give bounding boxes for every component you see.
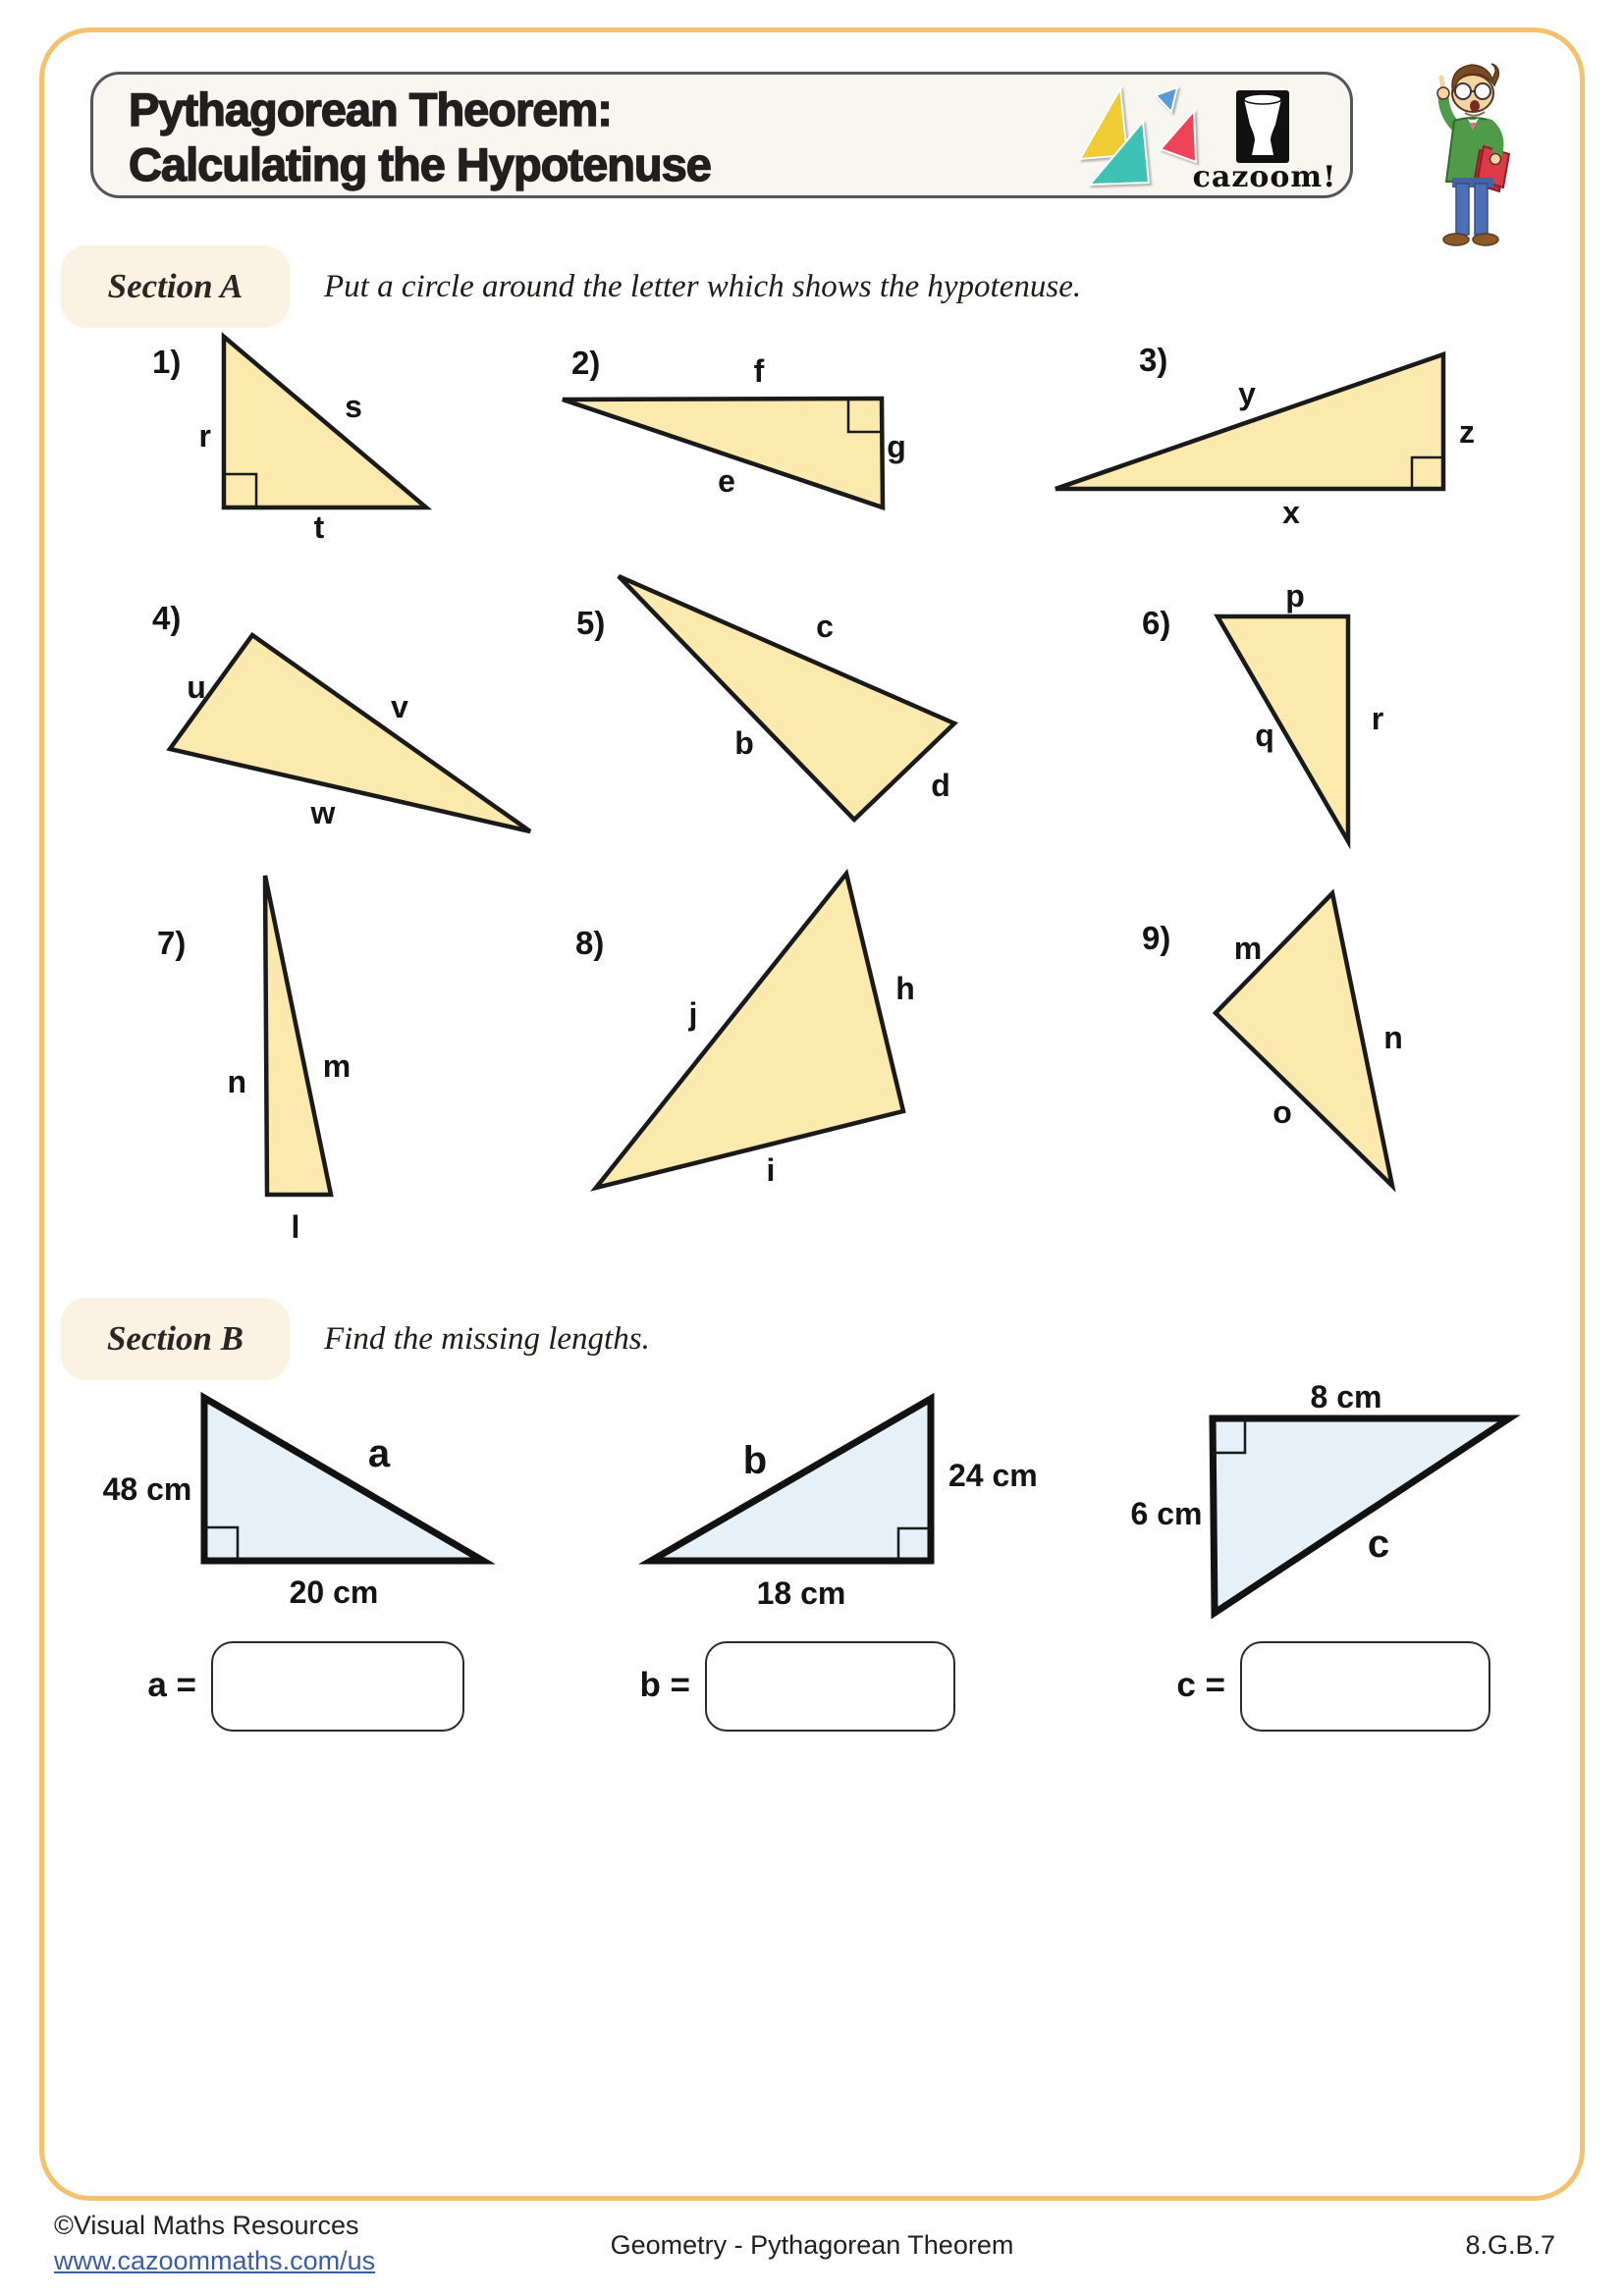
answer-label-a: a = — [147, 1666, 196, 1704]
question-number: 1) — [152, 344, 182, 380]
side-label[interactable]: i — [766, 1152, 776, 1188]
unknown-side-label: c — [1367, 1522, 1390, 1566]
answer-label-b: b = — [639, 1666, 690, 1704]
page-title — [129, 82, 711, 192]
side-label[interactable]: n — [227, 1064, 246, 1099]
triangle-polygon — [224, 337, 426, 507]
side-label[interactable]: x — [1282, 495, 1300, 530]
question-number: 5) — [576, 605, 606, 641]
question-1 — [118, 329, 461, 555]
answer-box-b[interactable] — [705, 1641, 955, 1732]
section-a-label: Section A — [61, 245, 290, 328]
side-label[interactable]: v — [391, 689, 408, 724]
question-number: 7) — [157, 925, 187, 961]
side-label[interactable]: g — [887, 429, 906, 464]
logo-triangles-icon — [1080, 87, 1196, 185]
footer-copyright: ©Visual Maths Resources — [54, 2211, 359, 2240]
question-6 — [1119, 579, 1443, 864]
side-measure-label: 18 cm — [756, 1575, 846, 1611]
answer-label-c: c = — [1176, 1666, 1225, 1704]
question-3 — [1041, 329, 1512, 535]
side-label[interactable]: e — [718, 463, 735, 499]
section-b-label: Section B — [61, 1298, 290, 1380]
question-number: 4) — [152, 600, 182, 636]
question-number: 3) — [1139, 342, 1168, 378]
question-4 — [133, 584, 565, 849]
side-label[interactable]: n — [1383, 1020, 1403, 1055]
side-label[interactable]: b — [734, 725, 754, 761]
triangle-polygon — [1218, 616, 1348, 841]
question-number: 8) — [575, 925, 605, 961]
footer-subject: Geometry - Pythagorean Theorem — [610, 2230, 1014, 2260]
side-label[interactable]: l — [291, 1209, 300, 1245]
section-a-instruction: Put a circle around the letter which shows the hypotenuse. — [324, 268, 1082, 304]
page-title-line1: Pythagorean Theorem: — [129, 83, 612, 135]
problem-c — [1100, 1369, 1551, 1629]
side-label[interactable]: o — [1272, 1095, 1292, 1130]
unknown-side-label: a — [367, 1432, 391, 1475]
cazoom-drum-icon — [1236, 90, 1289, 163]
side-measure-label: 20 cm — [289, 1575, 379, 1610]
side-label[interactable]: p — [1285, 578, 1305, 614]
side-label[interactable]: q — [1255, 718, 1274, 753]
question-7 — [133, 869, 417, 1256]
footer-standard-code: 8.G.B.7 — [1465, 2230, 1555, 2260]
logo-red-triangle-icon — [1161, 111, 1196, 162]
side-label[interactable]: r — [1371, 701, 1384, 736]
side-label[interactable]: w — [310, 795, 336, 830]
page-title-line2: Calculating the Hypotenuse — [129, 138, 711, 190]
answer-box-a[interactable] — [211, 1641, 464, 1732]
triangle-polygon — [651, 1399, 931, 1561]
question-number: 6) — [1142, 605, 1171, 641]
logo-blue-triangle-icon — [1156, 87, 1177, 112]
side-label[interactable]: m — [1233, 931, 1263, 966]
side-label[interactable]: t — [313, 509, 325, 545]
side-measure-label: 24 cm — [948, 1458, 1038, 1493]
teacher-cartoon-illustration — [1399, 54, 1537, 265]
question-2 — [545, 329, 957, 525]
problem-a — [79, 1379, 511, 1620]
triangle-polygon — [1213, 1418, 1509, 1613]
brand-name: cazoom! — [1192, 160, 1337, 194]
side-label[interactable]: u — [187, 669, 206, 705]
question-9 — [1119, 869, 1453, 1202]
side-label[interactable]: c — [816, 609, 834, 644]
triangle-polygon — [1056, 354, 1443, 489]
side-label[interactable]: m — [322, 1048, 352, 1084]
question-5 — [565, 564, 977, 839]
triangle-polygon — [204, 1398, 483, 1561]
section-b-instruction: Find the missing lengths. — [324, 1320, 650, 1357]
question-number: 9) — [1142, 920, 1171, 956]
side-label[interactable]: y — [1238, 376, 1256, 411]
side-label[interactable]: r — [198, 418, 211, 454]
footer-url-link[interactable]: www.cazoommaths.com/us — [54, 2246, 376, 2275]
side-label[interactable]: f — [753, 353, 765, 389]
unknown-side-label: b — [742, 1439, 768, 1482]
side-measure-label: 48 cm — [102, 1471, 192, 1507]
side-label[interactable]: j — [688, 996, 698, 1032]
side-measure-label: 6 cm — [1130, 1496, 1203, 1531]
question-8 — [550, 864, 972, 1198]
problem-b — [609, 1379, 1080, 1620]
brand-logo — [1060, 79, 1355, 198]
side-label[interactable]: s — [345, 389, 362, 424]
side-label[interactable]: z — [1459, 414, 1475, 450]
triangle-polygon — [170, 635, 530, 831]
side-label[interactable]: d — [931, 768, 950, 803]
triangle-polygon — [596, 874, 903, 1188]
triangle-polygon — [619, 576, 954, 820]
side-measure-label: 8 cm — [1310, 1379, 1382, 1415]
side-label[interactable]: h — [895, 971, 915, 1006]
answer-box-c[interactable] — [1240, 1641, 1490, 1732]
question-number: 2) — [571, 345, 601, 381]
triangle-polygon — [265, 876, 331, 1195]
